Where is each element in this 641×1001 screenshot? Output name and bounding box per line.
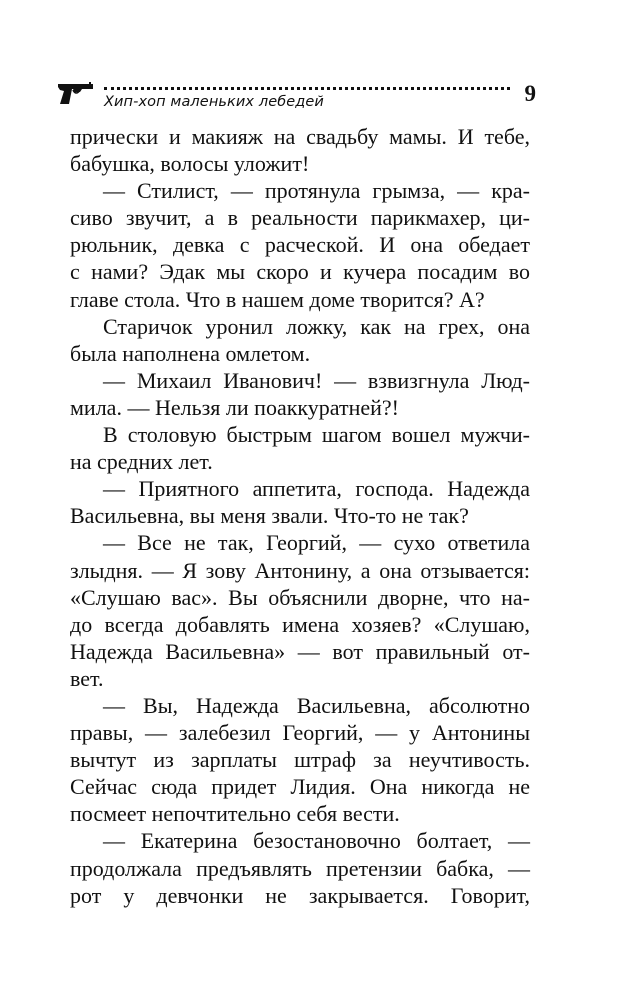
text-line: мила. — Нельзя ли поаккуратней?! bbox=[70, 394, 399, 420]
text-line: с нами? Эдак мы скоро и кучера посадим во bbox=[70, 259, 530, 285]
text-line: продолжала предъявлять претензии бабка, — bbox=[70, 855, 530, 881]
text-line: прически и макияж на свадьбу мамы. И тебе, bbox=[70, 124, 530, 149]
revolver-icon bbox=[55, 80, 97, 106]
text-line: была наполнена омлетом. bbox=[70, 340, 311, 366]
page-number: 9 bbox=[524, 81, 536, 106]
text-line: — Приятного аппетита, господа. Надежда bbox=[103, 476, 530, 502]
text-line: правы, — залебезил Георгий, — у Антонины bbox=[70, 720, 530, 746]
page-header bbox=[52, 78, 544, 112]
text-line: — Екатерина безостановочно болтает, — bbox=[103, 828, 530, 854]
text-line: — Вы, Надежда Васильевна, абсолютно bbox=[103, 692, 530, 718]
text-line: рюльник, девка с расческой. И она обедает bbox=[70, 232, 530, 258]
text-line: вет. bbox=[70, 665, 104, 691]
text-line: В столовую быстрым шагом вошел мужчи- bbox=[103, 422, 530, 448]
text-line: главе стола. Что в нашем доме творится? А? bbox=[70, 286, 485, 312]
text-line: — Михаил Иванович! — взвизгнула Люд- bbox=[103, 367, 530, 393]
text-line: посмеет непочтительно себя вести. bbox=[70, 801, 400, 827]
text-line: вычтут из зарплаты штраф за неучтивость. bbox=[70, 747, 530, 773]
text-line: Старичок уронил ложку, как на грех, она bbox=[103, 313, 530, 339]
body-text bbox=[70, 123, 530, 909]
text-line: — Все не так, Георгий, — сухо ответила bbox=[103, 530, 530, 556]
text-line: сиво звучит, а в реальности парикмахер, ци- bbox=[70, 205, 530, 231]
text-line: на средних лет. bbox=[70, 449, 213, 475]
text-line: Васильевна, вы меня звали. Что-то не так? bbox=[70, 503, 469, 529]
text-line: «Слушаю вас». Вы объяснили дворне, что на- bbox=[70, 584, 530, 610]
text-line: Надежда Васильевна» — вот правильный от- bbox=[70, 638, 530, 664]
leader-dots bbox=[104, 87, 510, 90]
running-title: Хип-хоп маленьких лебедей bbox=[104, 94, 324, 110]
text-line: до всегда добавлять имена хозяев? «Слушаю, bbox=[70, 611, 530, 637]
text-line: злыдня. — Я зову Антонину, а она отзывается: bbox=[70, 557, 530, 583]
text-line: бабушка, волосы уложит! bbox=[70, 151, 310, 177]
text-line: Сейчас сюда придет Лидия. Она никогда не bbox=[70, 774, 530, 800]
text-line: — Стилист, — протянула грымза, — кра- bbox=[103, 178, 530, 204]
text-line: рот у девчонки не закрывается. Говорит, bbox=[70, 882, 530, 908]
